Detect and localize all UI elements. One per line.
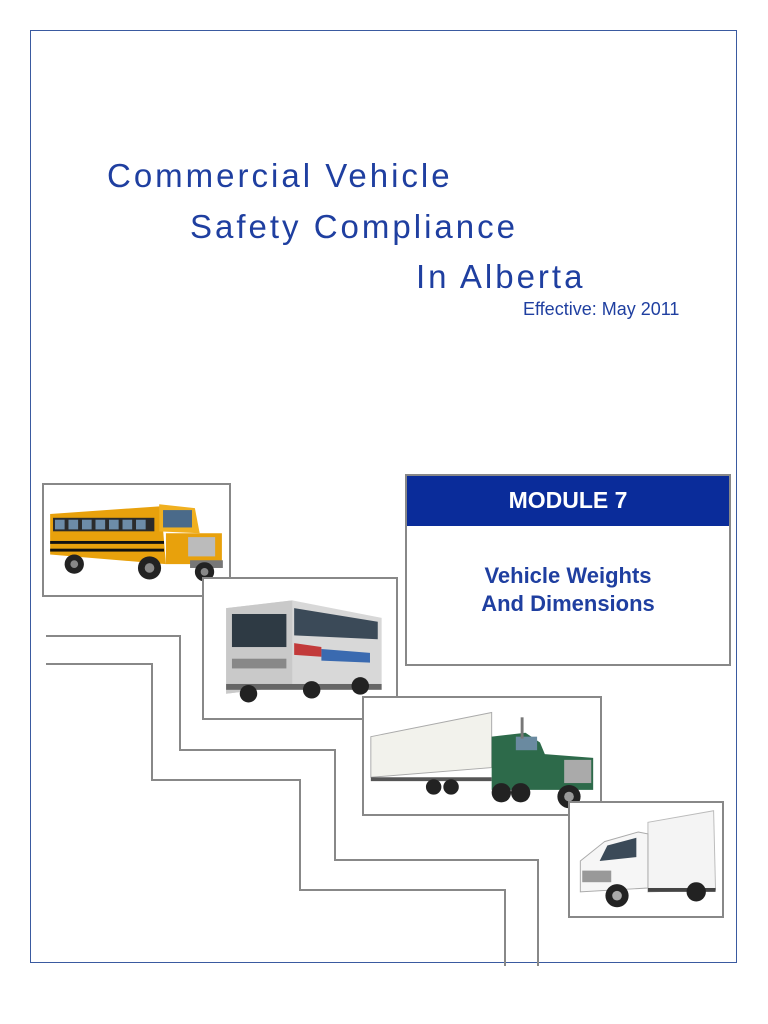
- module-box: [405, 474, 731, 666]
- module-subtitle: [407, 562, 729, 618]
- effective-date: Effective: May 2011: [523, 299, 680, 319]
- module-subtitle-line-2: And Dimensions: [481, 591, 655, 616]
- semi-truck-image: [362, 696, 602, 816]
- module-heading: MODULE 7: [407, 476, 729, 526]
- title-line-3: In Alberta: [416, 258, 586, 295]
- module-subtitle-line-1: Vehicle Weights: [484, 563, 652, 588]
- cube-van-image: [568, 801, 724, 918]
- title-line-2: Safety Compliance: [190, 208, 518, 245]
- title-line-1: Commercial Vehicle: [107, 157, 453, 194]
